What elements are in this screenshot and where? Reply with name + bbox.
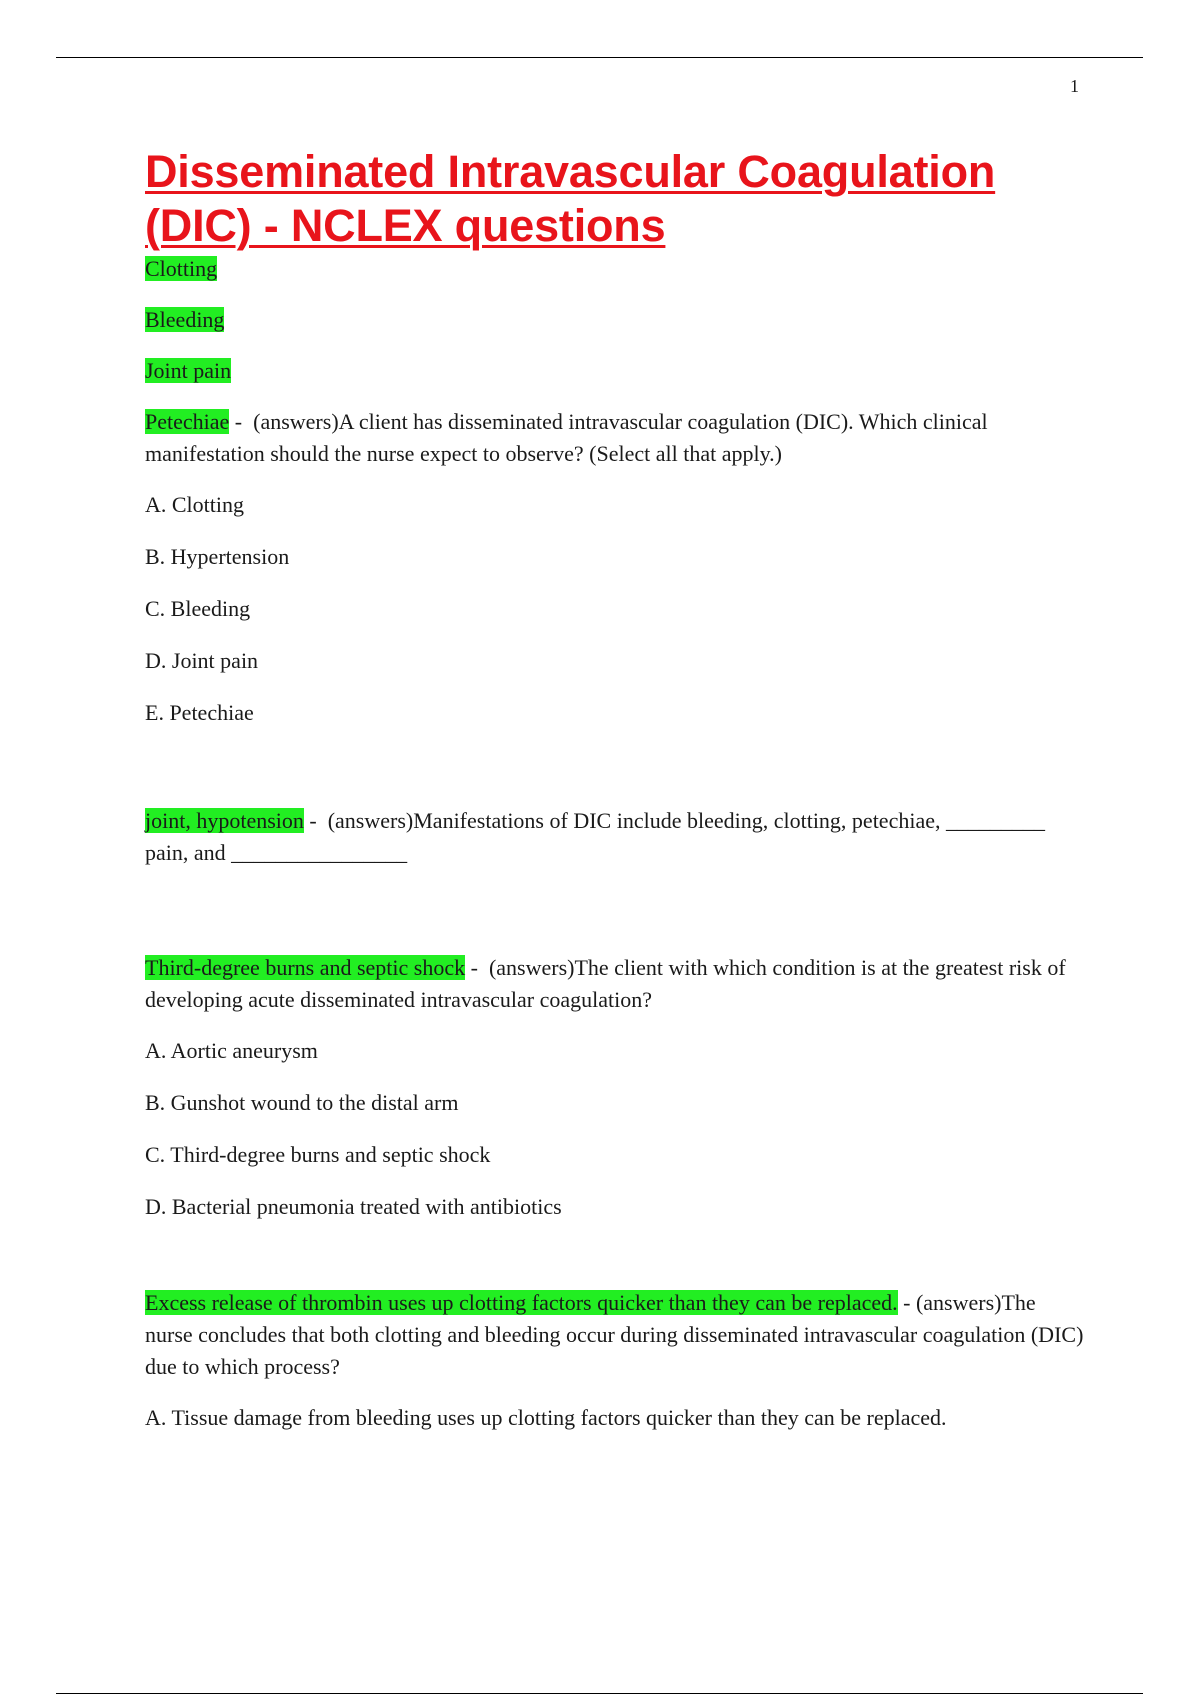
highlighted-answer: Joint pain (145, 358, 232, 383)
answer-option: C. Third-degree burns and septic shock (145, 1142, 491, 1167)
highlighted-answer: Excess release of thrombin uses up clotting factors quicker than they can be replaced. (145, 1290, 898, 1315)
highlighted-answer: Third-degree burns and septic shock (145, 955, 466, 980)
question-prompt: (answers)The nurse concludes that both clotting and bleeding occur during disseminated intravascular coagulation (DIC) due to which process? (145, 1290, 1084, 1379)
highlighted-answer: Petechiae (145, 409, 230, 434)
question-text (145, 805, 1085, 869)
highlighted-answer: Clotting (145, 256, 218, 281)
answer-separator: - (465, 955, 489, 980)
question-text (145, 1287, 1085, 1383)
answer-separator: - (303, 808, 328, 833)
document-title: Disseminated Intravascular Coagulation (DIC) - NCLEX questions (145, 146, 996, 251)
highlighted-answer: Bleeding (145, 307, 225, 332)
question-block-4 (145, 1287, 1085, 1434)
header-rule (56, 57, 1143, 58)
answer-option: A. Clotting (145, 492, 245, 517)
answer-line (145, 253, 1085, 285)
answer-separator: - (897, 1290, 916, 1315)
question-text (145, 952, 1085, 1016)
question-block-1 (145, 253, 1085, 729)
page-number: 1 (1070, 76, 1079, 96)
answer-option: A. Aortic aneurysm (145, 1038, 318, 1063)
answer-option: D. Bacterial pneumonia treated with antibiotics (145, 1194, 562, 1219)
question-prompt: (answers)A client has disseminated intravascular coagulation (DIC). Which clinical manifestation should the nurse expect to observe? (Select all that apply.) (145, 409, 988, 466)
spacer (145, 888, 1085, 952)
highlighted-answer: joint, hypotension (145, 808, 304, 833)
answer-option: C. Bleeding (145, 596, 251, 621)
spacer (145, 749, 1085, 805)
answer-option: B. Gunshot wound to the distal arm (145, 1090, 459, 1115)
footer-rule (56, 1693, 1143, 1694)
question-prompt: (answers)The client with which condition is at the greatest risk of developing acute disseminated intravascular coagulation? (145, 955, 1066, 1012)
answer-separator: - (229, 409, 254, 434)
answer-option: B. Hypertension (145, 544, 290, 569)
answer-option: D. Joint pain (145, 648, 259, 673)
answer-line (145, 355, 1085, 387)
document-body (145, 145, 1085, 1454)
question-prompt: (answers)Manifestations of DIC include bleeding, clotting, petechiae, _________ pain, and ________________ (145, 808, 1045, 865)
spacer (145, 1243, 1085, 1287)
answer-option: A. Tissue damage from bleeding uses up clotting factors quicker than they can be replaced. (145, 1405, 947, 1430)
answer-line (145, 304, 1085, 336)
question-block-2 (145, 805, 1085, 869)
question-text (145, 406, 1085, 470)
question-block-3 (145, 952, 1085, 1223)
answer-option: E. Petechiae (145, 700, 254, 725)
